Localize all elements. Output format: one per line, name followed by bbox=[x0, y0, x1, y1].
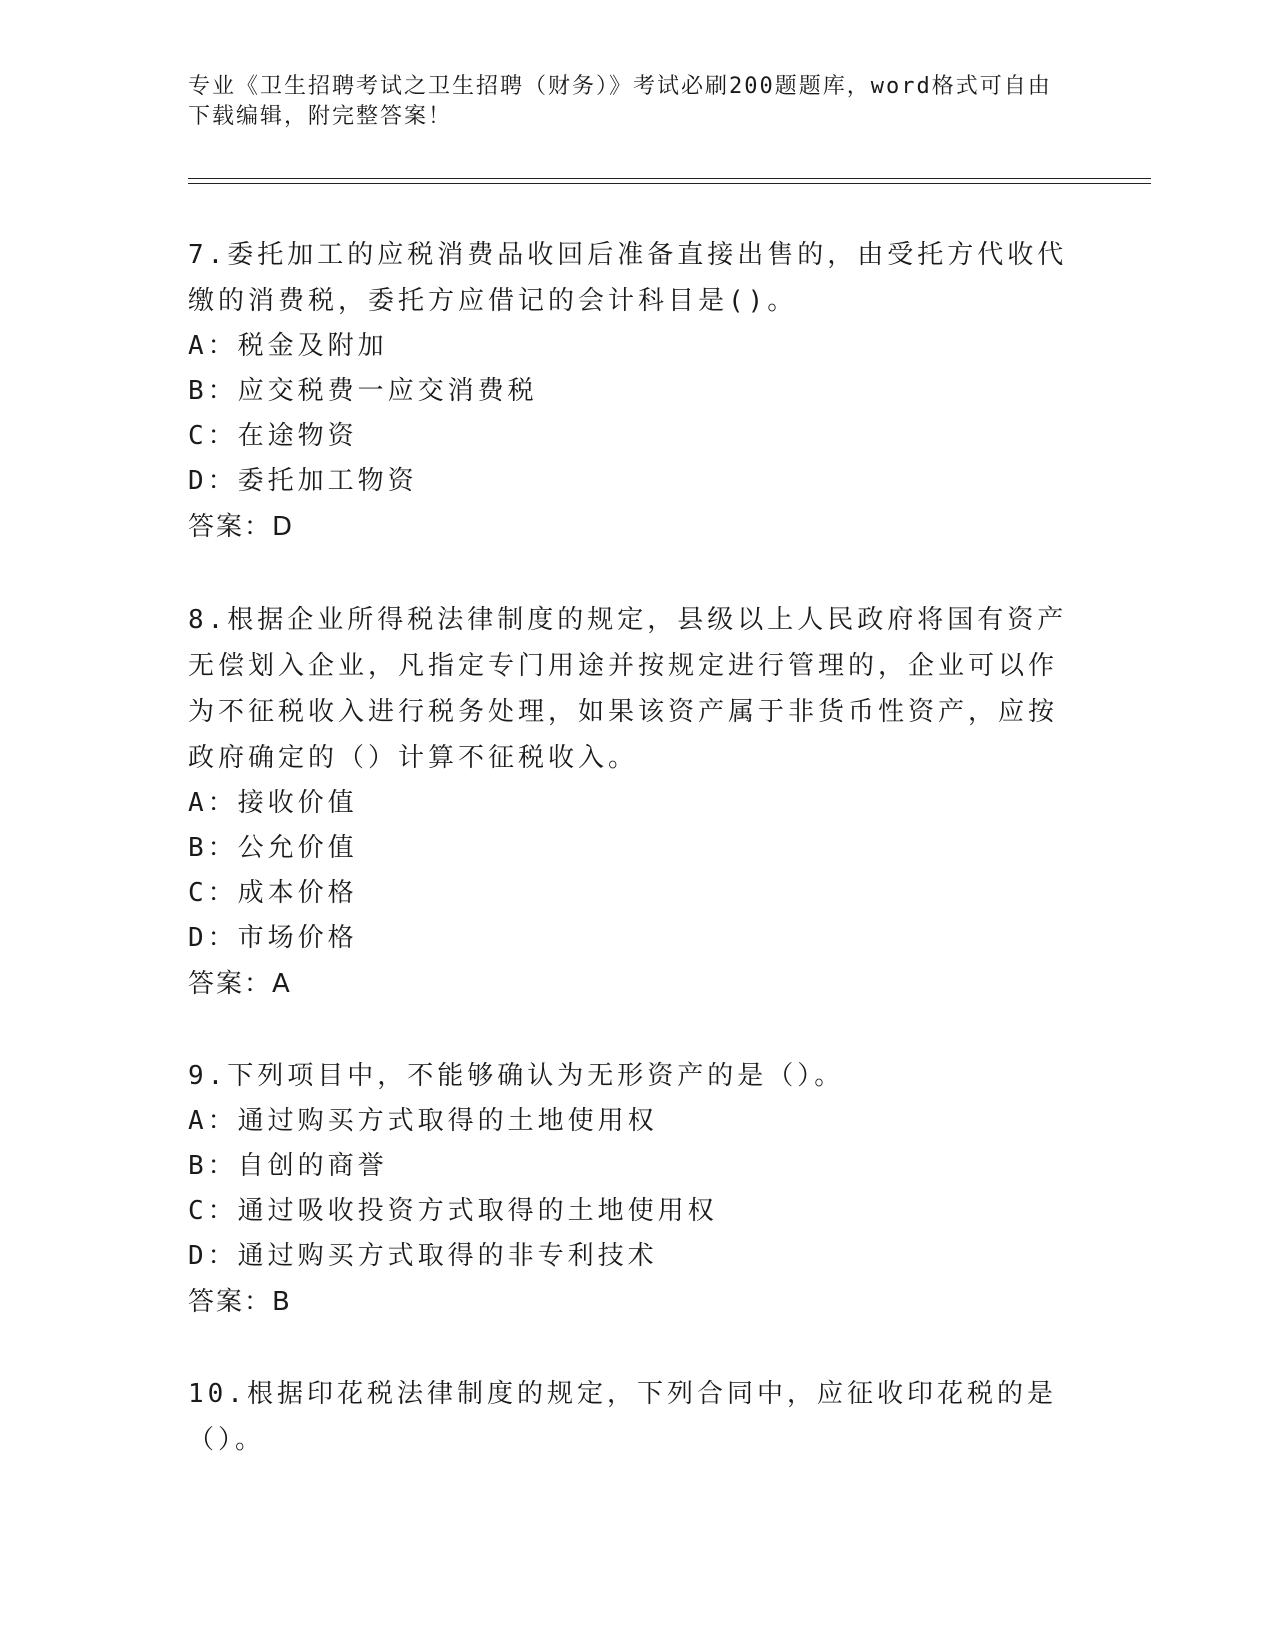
header-divider-top bbox=[188, 178, 1151, 179]
question-9 bbox=[188, 1053, 1068, 1325]
answer-line: 答案：D bbox=[188, 512, 295, 542]
question-7 bbox=[188, 232, 1068, 550]
option-c: C：通过吸收投资方式取得的土地使用权 bbox=[188, 1196, 718, 1226]
option-b: B：公允价值 bbox=[188, 833, 358, 863]
question-stem: 7.委托加工的应税消费品收回后准备直接出售的，由受托方代收代缴的消费税，委托方应借记的会计科目是()。 bbox=[188, 240, 1068, 316]
option-d: D：委托加工物资 bbox=[188, 466, 418, 496]
header-divider-bottom bbox=[188, 183, 1151, 184]
option-d: D：通过购买方式取得的非专利技术 bbox=[188, 1241, 658, 1271]
option-a: A：税金及附加 bbox=[188, 331, 388, 361]
option-d: D：市场价格 bbox=[188, 923, 358, 953]
question-stem: 9.下列项目中，不能够确认为无形资产的是（）。 bbox=[188, 1061, 845, 1091]
question-8 bbox=[188, 597, 1068, 1007]
option-b: B：自创的商誉 bbox=[188, 1151, 388, 1181]
option-c: C：在途物资 bbox=[188, 421, 358, 451]
question-stem: 8.根据企业所得税法律制度的规定，县级以上人民政府将国有资产无偿划入企业，凡指定专门用途并按规定进行管理的，企业可以作为不征税收入进行税务处理，如果该资产属于非货币性资产，应按政府确定的（）计算不征税收入。 bbox=[188, 605, 1068, 773]
option-a: A：通过购买方式取得的土地使用权 bbox=[188, 1106, 658, 1136]
answer-line: 答案：B bbox=[188, 1287, 292, 1317]
question-10 bbox=[188, 1371, 1068, 1463]
option-a: A：接收价值 bbox=[188, 788, 358, 818]
question-stem: 10.根据印花税法律制度的规定，下列合同中，应征收印花税的是（）。 bbox=[188, 1379, 1057, 1455]
option-b: B：应交税费一应交消费税 bbox=[188, 376, 538, 406]
answer-line: 答案：A bbox=[188, 969, 292, 999]
option-c: C：成本价格 bbox=[188, 878, 358, 908]
document-header: 专业《卫生招聘考试之卫生招聘（财务）》考试必刷200题题库，word格式可自由下载编辑，附完整答案！ bbox=[188, 74, 1052, 129]
